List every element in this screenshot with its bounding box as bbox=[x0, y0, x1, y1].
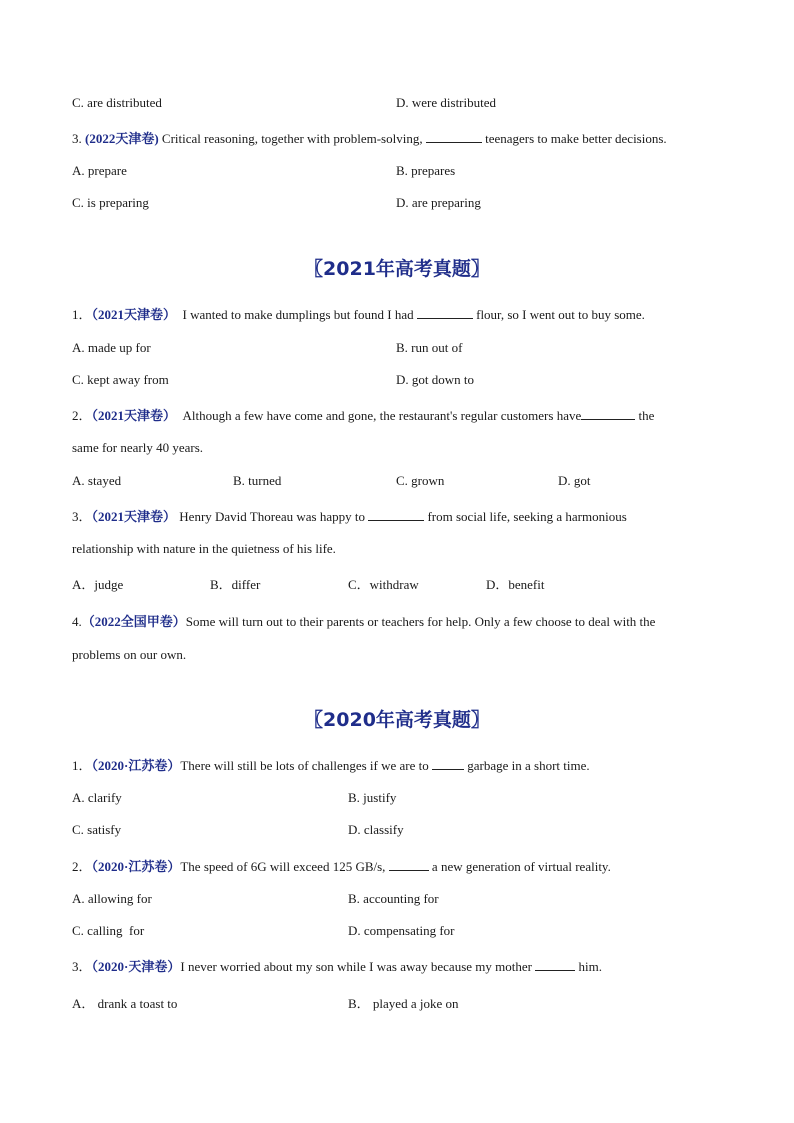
question-source: （2022全国甲卷） bbox=[81, 614, 186, 629]
question-text: Although a few have come and gone, the restaurant's regular customers have bbox=[176, 408, 582, 423]
option-c: C. is preparing bbox=[72, 195, 149, 210]
option-c: C. are distributed bbox=[72, 95, 162, 110]
question-2-2021-line2: same for nearly 40 years. bbox=[72, 440, 204, 455]
question-source: （2021天津卷） bbox=[91, 408, 177, 423]
option-d: D. got bbox=[558, 473, 591, 488]
question-source: （2020·江苏卷） bbox=[91, 758, 181, 773]
question-source: （2020·江苏卷） bbox=[91, 859, 181, 874]
question-text: Critical reasoning, together with problem-solving, bbox=[158, 131, 426, 146]
option-b: B. turned bbox=[233, 473, 282, 488]
option-b: B. run out of bbox=[396, 340, 463, 355]
question-1-2021 bbox=[72, 304, 645, 323]
question-text-end: a new generation of virtual reality. bbox=[428, 859, 611, 874]
option-b: B． played a joke on bbox=[348, 996, 459, 1011]
question-text: There will still be lots of challenges if we are to bbox=[180, 758, 432, 773]
answer-blank[interactable] bbox=[417, 307, 473, 319]
question-text: Henry David Thoreau was happy to bbox=[176, 509, 369, 524]
option-a: A. made up for bbox=[72, 340, 151, 355]
question-3-2020 bbox=[72, 956, 602, 975]
answer-blank[interactable] bbox=[581, 408, 635, 420]
question-source: （2021天津卷） bbox=[91, 509, 177, 524]
question-text-end: flour, so I went out to buy some. bbox=[472, 307, 645, 322]
question-number: 3． bbox=[72, 509, 92, 524]
section-heading-2020: 〖2020年高考真题〗 bbox=[304, 709, 490, 731]
question-number: 3． bbox=[72, 959, 92, 974]
question-number: 4. bbox=[72, 614, 82, 629]
option-b: B. accounting for bbox=[348, 891, 439, 906]
option-b: B. justify bbox=[348, 790, 397, 805]
option-a: A. stayed bbox=[72, 473, 122, 488]
question-number: 1． bbox=[72, 307, 92, 322]
option-c: C. kept away from bbox=[72, 372, 169, 387]
option-a: A. clarify bbox=[72, 790, 122, 805]
option-d: D. classify bbox=[348, 822, 404, 837]
option-a: A．judge bbox=[72, 577, 124, 592]
option-d: D. were distributed bbox=[396, 95, 497, 110]
answer-blank[interactable] bbox=[426, 131, 482, 143]
question-text-end: garbage in a short time. bbox=[463, 758, 590, 773]
option-d: D. are preparing bbox=[396, 195, 481, 210]
answer-blank[interactable] bbox=[535, 959, 575, 971]
question-number: 1． bbox=[72, 758, 92, 773]
question-text: The speed of 6G will exceed 125 GB/s, bbox=[180, 859, 389, 874]
option-a: A. allowing for bbox=[72, 891, 152, 906]
option-c: C. calling for bbox=[72, 923, 145, 938]
question-2-2021 bbox=[72, 405, 654, 424]
option-b: B. prepares bbox=[396, 163, 456, 178]
option-d: D. got down to bbox=[396, 372, 474, 387]
option-d: D. compensating for bbox=[348, 923, 455, 938]
option-a: A. prepare bbox=[72, 163, 127, 178]
question-1-2020 bbox=[72, 755, 590, 774]
question-2-2020 bbox=[72, 856, 611, 875]
option-b: B．differ bbox=[210, 577, 261, 592]
answer-blank[interactable] bbox=[389, 859, 429, 871]
question-source: （2021天津卷） bbox=[91, 307, 177, 322]
option-c: C．withdraw bbox=[348, 577, 419, 592]
question-number: 2． bbox=[72, 859, 92, 874]
question-4-2022-line2: problems on our own. bbox=[72, 647, 187, 662]
section-heading-2021: 〖2021年高考真题〗 bbox=[304, 258, 490, 280]
question-text-end: from social life, seeking a harmonious bbox=[424, 509, 627, 524]
question-text: Some will turn out to their parents or teachers for help. Only a few choose to deal with the bbox=[185, 614, 656, 629]
answer-blank[interactable] bbox=[368, 509, 424, 521]
question-number: 2． bbox=[72, 408, 92, 423]
option-d: D．benefit bbox=[486, 577, 545, 592]
question-text-end: the bbox=[635, 408, 655, 423]
question-3-2022 bbox=[72, 128, 667, 147]
option-a: A． drank a toast to bbox=[72, 996, 178, 1011]
question-text-end: him. bbox=[575, 959, 602, 974]
option-c: C. satisfy bbox=[72, 822, 122, 837]
question-number: 3. bbox=[72, 131, 85, 146]
answer-blank[interactable] bbox=[432, 758, 464, 770]
question-3-2021-line2: relationship with nature in the quietness of his life. bbox=[72, 541, 336, 556]
option-c: C. grown bbox=[396, 473, 445, 488]
question-text: I never worried about my son while I was away because my mother bbox=[180, 959, 536, 974]
question-4-2022 bbox=[72, 611, 655, 630]
question-text-end: teenagers to make better decisions. bbox=[481, 131, 667, 146]
question-text: I wanted to make dumplings but found I had bbox=[176, 307, 417, 322]
question-source: （2020·天津卷） bbox=[91, 959, 181, 974]
question-3-2021 bbox=[72, 506, 627, 525]
question-source: (2022天津卷) bbox=[85, 131, 159, 146]
